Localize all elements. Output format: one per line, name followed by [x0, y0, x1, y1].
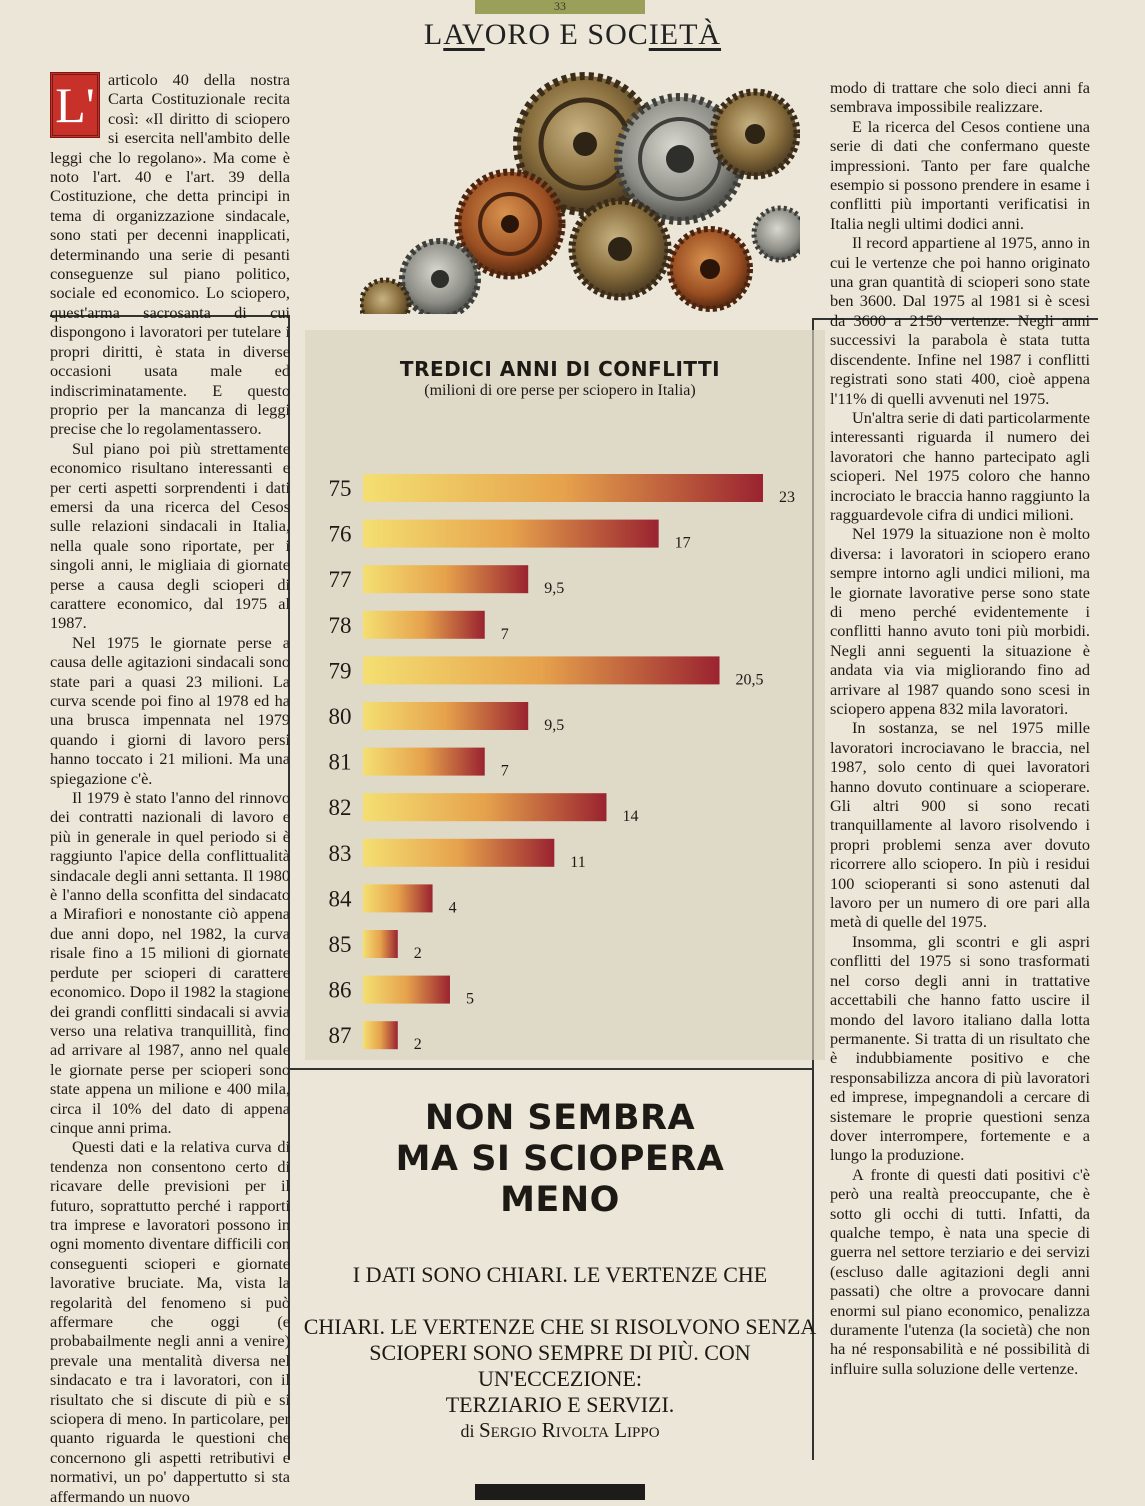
bar: [363, 656, 720, 684]
paragraph: Questi dati e la relativa curva di tendenza non consentono certo di ricavare delle previsioni per il futuro, soprattutto perché i rapporti tra imprese e lavoratori possono in ogni momento diventare difficili con conseguenti scioperi e giornate lavorative bruciate. Ma, vista la regolarità del fenomeno si può affermare che oggi (e probabailmente negli anni a venire) prevale una mentalità diversa nel sindacato e tra i lavoratori, con il risultato che si discute di più e si sciopera di meno. In particolare, per quanto riguarda le questioni che concernono gli aspetti retributivi e normativi, un po' dappertutto si sta affermando un nuovo: [50, 1137, 290, 1506]
category-label: 80: [328, 704, 352, 729]
category-label: 84: [328, 886, 352, 912]
bar: [363, 1021, 398, 1049]
paragraph: Il 1979 è stato l'anno del rinnovo dei contratti nazionali di lavoro e più in generale in quel periodo si è raggiunto l'apice della conflittualità sindacale degli anni settanta. Il 1980 è l'anno della sconfitta del sindacato a Mirafiori e nonostante ciò appena due anni dopo, nel 1982, la curva risale fino a 15 milioni di giornate perdute per scioperi di carattere economico. Dopo il 1982 la stagione dei grandi conflitti sindacali si avvia verso una relativa tranquillità, fino ad arrivare al 1987, anno nel quale le giornate perse per scioperi sono state appena un milione e 400 mila, circa il 10% del dato di appena cinque anni prima.: [50, 788, 290, 1137]
paragraph: Nel 1975 le giornate perse a causa delle agitazioni sindacali sono state pari a quasi 23 milioni. La curva scende poi fino al 1978 ed ha una brusca impennata nel 1979 quando i giorni di lavoro persi hanno toccato i 21 milioni. Ma una spiegazione c'è.: [50, 632, 290, 788]
gear: [402, 241, 478, 314]
category-label: 77: [328, 567, 352, 593]
gear: [572, 201, 668, 297]
paragraph: A fronte di questi dati positivi c'è però una realtà preoccupante, che è sotto gli occhi di tutti. Infatti, da qualche tempo, è nata una specie di guerra nel settore terziario e dei servizi (escluso dalle agitazioni degli anni passati) che oltre a provocare danni enormi sul piano economico, penalizza duramente l'utenza (la società) che non ha né responsabilità e né possibilità di influire sulla soluzione delle vertenze.: [830, 1164, 1090, 1378]
paragraph: Un'altra serie di dati particolarmente interessanti riguarda il numero dei lavoratori che hanno partecipato agli scioperi. Nel 1975 coloro che hanno incrociato le braccia hanno raggiunto la ragguardevole cifra di undici milioni.: [830, 407, 1091, 524]
bar: [363, 884, 433, 912]
gear: [670, 229, 750, 309]
value-label: 20,5: [735, 671, 764, 689]
bar: [363, 565, 528, 593]
category-label: 86: [328, 977, 352, 1003]
section-title: LAVORO E SOCIETÀ: [423, 18, 722, 51]
bar: [363, 976, 450, 1004]
value-label: 2: [413, 1036, 422, 1050]
value-label: 7: [500, 762, 509, 780]
value-label: 5: [465, 990, 474, 1008]
value-label: 23: [779, 489, 795, 506]
gear: [713, 92, 797, 176]
paragraph: Il record appartiene al 1975, anno in cui le vertenze che poi hanno originato una gran quantità di scioperi sono state ben 3600. Dal 1975 al 1981 si è scesi da 3600 a 2150 vertenze. Negli anni successivi la parabola è stata tutta discendente. Infine nel 1987 i conflitti registrati sono stati 400, cioè appena l'11% di quelli avvenuti nel 1975.: [830, 233, 1090, 408]
paragraph: articolo 40 della nostra Carta Costituzionale recita così: «Il diritto di sciopero si esercita nell'ambito delle leggi che lo regolano». Ma come è noto l'art. 40 e l'art. 39 della Costituzione, che detta principi in tema di organizzazione sindacale, sono stati per decenni inapplicati, determinando una serie di pesanti conseguenze sul piano politico, sociale ed economico. Lo sciopero, quest'arma sacrosanta di cui dispongono i lavoratori per tutelare i propri diritti, è stata in diverse occasioni usata male ed indiscriminatamente. E questo proprio per la mancanza di leggi precise che lo regolamentassero.: [50, 70, 290, 439]
bar: [363, 748, 485, 776]
left-column: [50, 70, 290, 1506]
value-label: 9,5: [544, 717, 565, 734]
value-label: 11: [570, 853, 586, 871]
value-label: 14: [622, 808, 639, 826]
value-label: 2: [413, 945, 422, 962]
subheadline: I DATI SONO CHIARI. LE VERTENZE CHE CHIARI. LE VERTENZE CHE SI RISOLVONO SENZA SCIOPERI SONO SEMPRE DI PIÙ. CON UN'ECCEZIONE: TERZIARIO E SERVIZI.: [303, 1262, 817, 1417]
bar: [363, 474, 763, 502]
paragraph: Sul piano poi più strettamente economico risultano interessanti e per certi aspetti sorprendenti i dati emersi da una ricerca del Cesos sulle relazioni sindacali in Italia, nella quale sono riportate, per i singoli anni, le migliaia di giornate perse a causa degli scioperi di carattere economico, dal 1975 al 1987.: [50, 438, 290, 633]
bar: [363, 611, 485, 639]
category-label: 83: [328, 840, 352, 866]
frame-line: [290, 1068, 812, 1070]
value-label: 17: [674, 534, 691, 552]
headline: NON SEMBRA MA SI SCIOPERA MENO: [395, 1098, 725, 1220]
value-label: 9,5: [544, 580, 565, 598]
paragraph: modo di trattare che solo dieci anni fa sembrava impossibile realizzare.: [830, 78, 1090, 117]
category-label: 82: [328, 795, 352, 821]
category-label: 85: [328, 932, 352, 957]
category-label: 81: [328, 749, 352, 775]
right-column: [830, 78, 1090, 1378]
page-number: 33: [475, 0, 645, 14]
bottom-bar: [475, 1484, 645, 1500]
category-label: 79: [328, 658, 352, 684]
paragraph: In sostanza, se nel 1975 mille lavoratori incrociavano le braccia, nel 1987, solo cento di quei lavoratori hanno dovuto continuare a scioperare. Gli altri 900 si sono recati tranquillamente al lavoro risolvendo i propri problemi senza aver dovuto ricorrere allo sciopero. In più i residui 100 scioperanti si sono astenuti dal lavoro per un numero di ore pari alla metà di quelle del 1975.: [830, 718, 1090, 932]
bar-chart: [290, 460, 810, 1050]
category-label: 75: [328, 476, 352, 501]
category-label: 76: [328, 521, 352, 547]
paragraph: Insomma, gli scontri e gli aspri conflitti del 1975 si sono trasformati nel corso degli anni in trattative accettabili che hanno fatto uscire il mondo del lavoro italiano dalla lotta permanente. Si tratta di un risultato che è indubbiamente positivo e che responsabilizza ancora di più lavoratori ed imprese, impegnandoli a cercare di sistemare le proprie questioni senza dover interrompere, fortemente e a lungo la produzione.: [830, 931, 1090, 1165]
value-label: 7: [500, 625, 509, 643]
bar: [363, 793, 606, 821]
paragraph: E la ricerca del Cesos contiene una serie di dati che confermano queste impressioni. Tanto per fare qualche esempio si possono prendere in esame i conflitti più importanti verificatisi in Italia negli ultimi dodici anni.: [830, 116, 1090, 233]
category-label: 78: [328, 612, 352, 638]
bar: [363, 702, 528, 730]
dropcap: L': [50, 72, 100, 138]
bar: [363, 520, 659, 548]
gears-illustration: [360, 64, 800, 314]
paragraph: Nel 1979 la situazione non è molto diversa: i lavoratori in sciopero erano sempre intorno agli undici milioni, ma le giornate lavorative perse sono state di meno perché evidentemente i conflitti hanno avuto toni più morbidi. Negli anni seguenti la situazione è andata via via migliorando fino ad arrivare al 1987 quando sono scesi in sciopero appena 832 mila lavoratori.: [830, 524, 1090, 718]
chart-subtitle: (milioni di ore perse per sciopero in Italia): [424, 382, 696, 399]
bar: [363, 930, 398, 958]
category-label: 87: [328, 1023, 352, 1049]
author-name: Sergio Rivolta Lippo: [478, 1418, 660, 1442]
byline: di Sergio Rivolta Lippo: [460, 1418, 660, 1442]
gear: [754, 208, 800, 260]
value-label: 4: [448, 899, 457, 917]
chart-title: TREDICI ANNI DI CONFLITTI: [399, 357, 721, 381]
bar: [363, 839, 554, 867]
